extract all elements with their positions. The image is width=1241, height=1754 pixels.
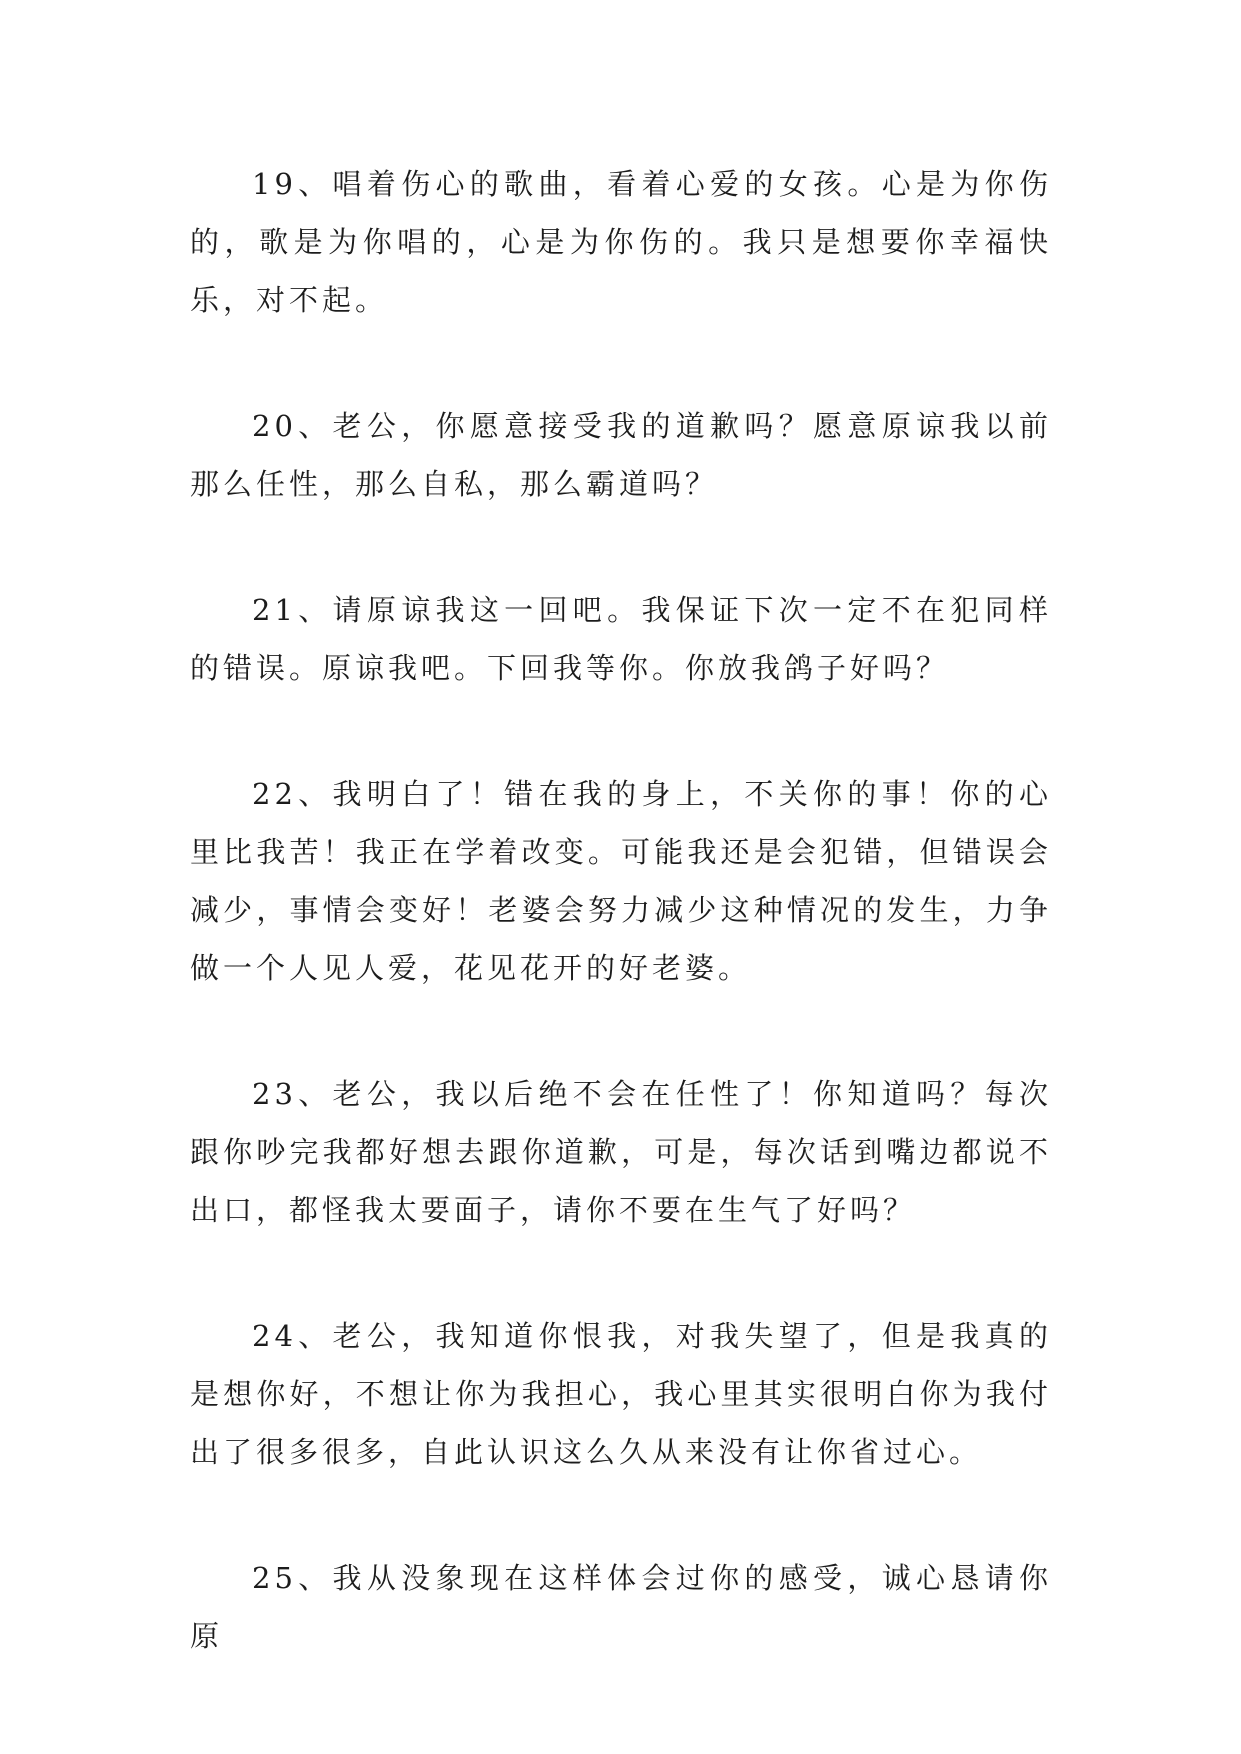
document-body xyxy=(190,155,1052,1733)
paragraph-24: 24、老公，我知道你恨我，对我失望了，但是我真的是想你好，不想让你为我担心，我心里其实很明白你为我付出了很多很多，自此认识这么久从来没有让你省过心。 xyxy=(190,1319,1052,1469)
paragraph-22: 22、我明白了！错在我的身上，不关你的事！你的心里比我苦！我正在学着改变。可能我还是会犯错，但错误会减少，事情会变好！老婆会努力减少这种情况的发生，力争做一个人见人爱，花见花开的好老婆。 xyxy=(190,777,1052,985)
paragraph-21: 21、请原谅我这一回吧。我保证下次一定不在犯同样的错误。原谅我吧。下回我等你。你放我鸽子好吗？ xyxy=(190,593,1052,685)
paragraph-25: 25、我从没象现在这样体会过你的感受，诚心恳请你原 xyxy=(190,1561,1052,1653)
paragraph-23: 23、老公，我以后绝不会在任性了！你知道吗？每次跟你吵完我都好想去跟你道歉，可是，每次话到嘴边都说不出口，都怪我太要面子，请你不要在生气了好吗？ xyxy=(190,1077,1052,1227)
paragraph-20: 20、老公，你愿意接受我的道歉吗？愿意原谅我以前那么任性，那么自私，那么霸道吗？ xyxy=(190,409,1052,501)
paragraph-19: 19、唱着伤心的歌曲，看着心爱的女孩。心是为你伤的，歌是为你唱的，心是为你伤的。我只是想要你幸福快乐，对不起。 xyxy=(190,167,1052,317)
